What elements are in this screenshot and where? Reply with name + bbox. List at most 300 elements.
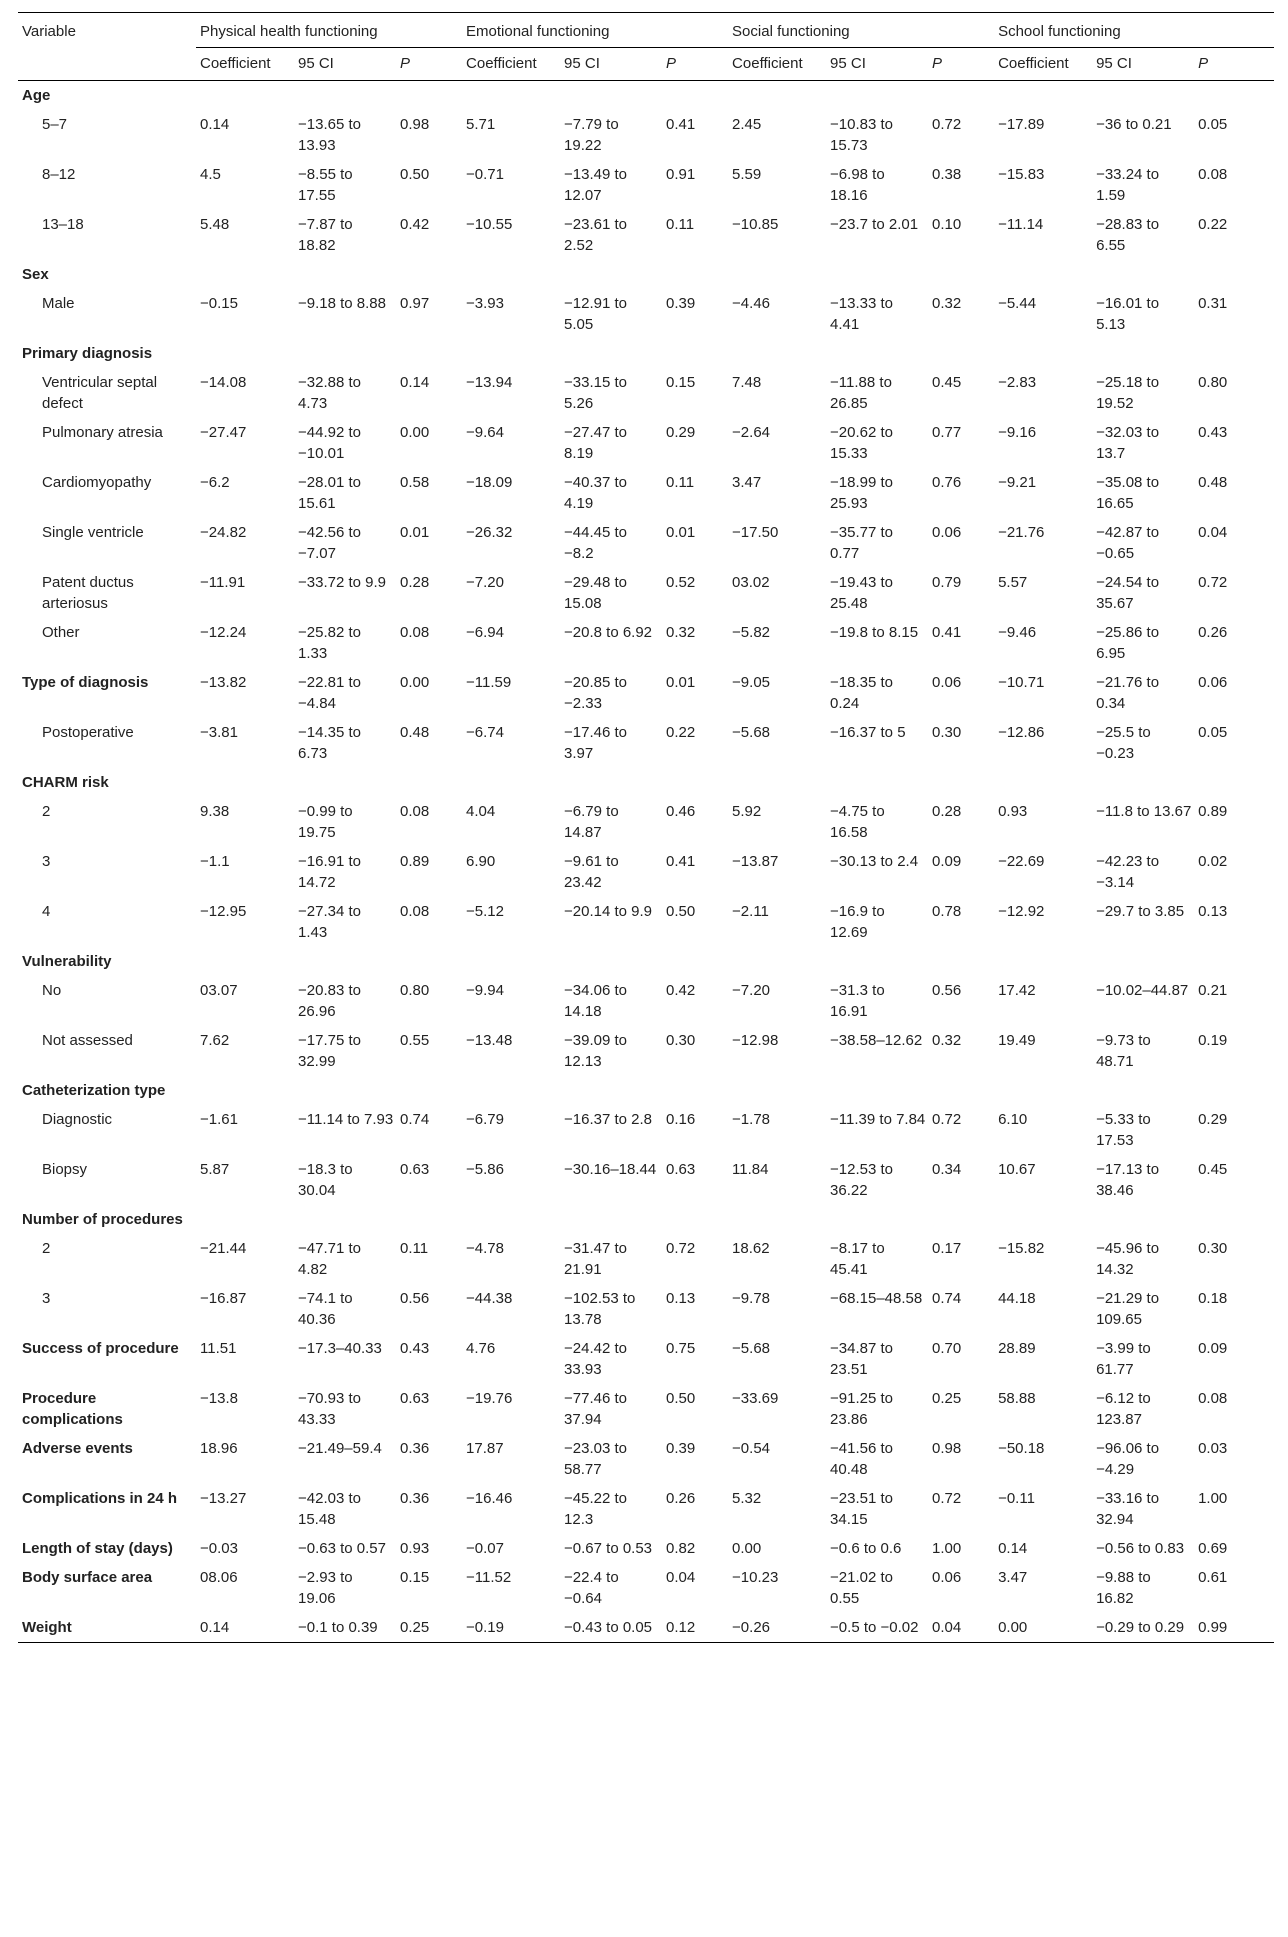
- row-label: 13–18: [42, 216, 84, 233]
- p-value-cell: 0.80: [400, 982, 430, 999]
- p-value-cell: 0.19: [1198, 1032, 1228, 1049]
- ci-cell: −25.18 to 19.52: [1096, 374, 1160, 412]
- coefficient-cell: −16.87: [200, 1290, 247, 1307]
- p-value-cell: 0.89: [400, 853, 430, 870]
- table-section-row: [18, 1613, 1274, 1643]
- ci-cell: −13.33 to 4.41: [830, 295, 894, 333]
- ci-cell: −24.54 to 35.67: [1096, 574, 1160, 612]
- ci-cell: −17.3–40.33: [298, 1340, 382, 1357]
- row-label: Complications in 24 h: [22, 1490, 178, 1507]
- row-label: Male: [42, 295, 75, 312]
- ci-cell: −22.81 to −4.84: [298, 674, 361, 712]
- row-label: Single ventricle: [42, 524, 144, 541]
- p-value-cell: 0.39: [666, 1440, 696, 1457]
- coefficient-cell: −0.03: [200, 1540, 238, 1557]
- p-value-cell: 0.08: [1198, 166, 1228, 183]
- ci-cell: −77.46 to 37.94: [564, 1390, 628, 1428]
- p-value-cell: 0.25: [932, 1390, 962, 1407]
- coefficient-cell: 17.42: [998, 982, 1036, 999]
- ci-cell: −25.5 to −0.23: [1096, 724, 1151, 762]
- header-column-row: [18, 48, 1274, 81]
- table-row: [18, 1105, 1274, 1155]
- p-value-cell: 0.05: [1198, 724, 1228, 741]
- p-value-cell: 0.55: [400, 1032, 430, 1049]
- col-p: P: [662, 48, 728, 81]
- table-row: [18, 1234, 1274, 1284]
- coefficient-cell: [994, 81, 1092, 111]
- p-value-cell: 0.63: [666, 1161, 696, 1178]
- coefficient-cell: [728, 947, 826, 976]
- ci-cell: −96.06 to −4.29: [1096, 1440, 1160, 1478]
- coefficient-cell: [196, 260, 294, 289]
- p-value-cell: [1194, 339, 1274, 368]
- table-row: [18, 797, 1274, 847]
- row-label: Ventricular septal defect: [42, 374, 158, 412]
- coefficient-cell: 6.90: [466, 853, 496, 870]
- ci-cell: −9.18 to 8.88: [298, 295, 386, 312]
- coefficient-cell: [728, 768, 826, 797]
- col-p: P: [1194, 48, 1274, 81]
- p-value-cell: 0.14: [400, 374, 430, 391]
- p-value-cell: 0.48: [400, 724, 430, 741]
- coefficient-cell: 5.32: [732, 1490, 762, 1507]
- ci-cell: −0.99 to 19.75: [298, 803, 353, 841]
- col-ci: 95 CI: [826, 48, 928, 81]
- row-label: Catheterization type: [22, 1082, 166, 1099]
- ci-cell: −23.51 to 34.15: [830, 1490, 894, 1528]
- table-section-row: [18, 1076, 1274, 1105]
- coefficient-cell: [728, 1205, 826, 1234]
- p-value-cell: 0.63: [400, 1390, 430, 1407]
- ci-cell: −0.56 to 0.83: [1096, 1540, 1185, 1557]
- ci-cell: [826, 947, 928, 976]
- col-ci: 95 CI: [560, 48, 662, 81]
- table-row: [18, 847, 1274, 897]
- p-value-cell: [396, 768, 462, 797]
- ci-cell: −13.65 to 13.93: [298, 116, 361, 154]
- p-value-cell: 0.30: [666, 1032, 696, 1049]
- coefficient-cell: 0.00: [994, 1613, 1092, 1643]
- table-row: [18, 1284, 1274, 1334]
- row-label: 2: [42, 1240, 51, 1257]
- coefficient-cell: −9.64: [466, 424, 504, 441]
- ci-cell: [560, 260, 662, 289]
- p-value-cell: 0.09: [932, 853, 962, 870]
- p-value-cell: 0.11: [666, 474, 695, 491]
- ci-cell: −0.67 to 0.53: [564, 1540, 653, 1557]
- p-value-cell: 0.42: [666, 982, 696, 999]
- p-value-cell: 0.56: [400, 1290, 430, 1307]
- col-ci: 95 CI: [294, 48, 396, 81]
- p-value-cell: 0.26: [666, 1490, 696, 1507]
- coefficient-cell: −13.27: [200, 1490, 247, 1507]
- p-value-cell: 0.41: [666, 116, 696, 133]
- coefficient-cell: −12.86: [998, 724, 1045, 741]
- row-label: Sex: [22, 266, 49, 283]
- p-value-cell: 0.52: [666, 574, 696, 591]
- ci-cell: −29.48 to 15.08: [564, 574, 628, 612]
- table-row: [18, 568, 1274, 618]
- coefficient-cell: −13.8: [200, 1390, 238, 1407]
- coefficient-cell: −7.20: [466, 574, 504, 591]
- p-value-cell: 0.26: [1198, 624, 1228, 641]
- p-value-cell: 1.00: [932, 1540, 962, 1557]
- coefficient-cell: 5.92: [732, 803, 762, 820]
- coefficient-cell: [462, 260, 560, 289]
- ci-cell: −23.7 to 2.01: [830, 216, 919, 233]
- p-value-cell: 0.97: [400, 295, 430, 312]
- p-value-cell: 0.08: [400, 624, 430, 641]
- p-value-cell: 0.00: [400, 674, 430, 691]
- coefficient-cell: −10.71: [998, 674, 1045, 691]
- coefficient-cell: −15.82: [998, 1240, 1045, 1257]
- regression-table: [18, 12, 1274, 1643]
- p-value-cell: 0.36: [400, 1440, 430, 1457]
- ci-cell: −47.71 to 4.82: [298, 1240, 361, 1278]
- ci-cell: −23.61 to 2.52: [564, 216, 628, 254]
- coefficient-cell: −33.69: [732, 1390, 779, 1407]
- row-label: 3: [42, 853, 51, 870]
- p-value-cell: 0.06: [932, 524, 962, 541]
- p-value-cell: 0.21: [1198, 982, 1228, 999]
- p-value-cell: [928, 1076, 994, 1105]
- ci-cell: [1092, 947, 1194, 976]
- ci-cell: −33.72 to 9.9: [298, 574, 386, 591]
- ci-cell: −6.12 to 123.87: [1096, 1390, 1151, 1428]
- coefficient-cell: −15.83: [998, 166, 1045, 183]
- p-value-cell: 0.98: [932, 1440, 962, 1457]
- col-coefficient: Coefficient: [196, 48, 294, 81]
- col-ci: 95 CI: [1092, 48, 1194, 81]
- p-value-cell: 0.98: [400, 116, 430, 133]
- ci-cell: −20.83 to 26.96: [298, 982, 361, 1020]
- ci-cell: −0.6 to 0.6: [830, 1540, 902, 1557]
- coefficient-cell: −5.82: [732, 624, 771, 641]
- ci-cell: −17.46 to 3.97: [564, 724, 628, 762]
- ci-cell: −12.91 to 5.05: [564, 295, 628, 333]
- p-value-cell: 0.99: [1194, 1613, 1274, 1643]
- ci-cell: −44.45 to −8.2: [564, 524, 628, 562]
- coefficient-cell: −1.61: [200, 1111, 238, 1128]
- group-header-physical: Physical health functioning: [196, 13, 462, 48]
- ci-cell: −38.58–12.62: [830, 1032, 923, 1049]
- ci-cell: −20.14 to 9.9: [564, 903, 653, 920]
- coefficient-cell: 0.93: [998, 803, 1028, 820]
- coefficient-cell: −6.79: [466, 1111, 504, 1128]
- p-value-cell: 0.56: [932, 982, 962, 999]
- p-value-cell: 0.76: [932, 474, 962, 491]
- p-value-cell: 0.50: [666, 903, 696, 920]
- ci-cell: −45.22 to 12.3: [564, 1490, 628, 1528]
- ci-cell: −11.8 to 13.67: [1096, 803, 1192, 820]
- p-value-cell: 0.01: [666, 524, 696, 541]
- p-value-cell: 0.41: [932, 624, 962, 641]
- p-value-cell: 0.04: [928, 1613, 994, 1643]
- p-value-cell: 0.77: [932, 424, 962, 441]
- row-label: Number of procedures: [22, 1211, 183, 1228]
- coefficient-cell: 18.96: [200, 1440, 238, 1457]
- coefficient-cell: −4.46: [732, 295, 771, 312]
- p-value-cell: 0.82: [666, 1540, 696, 1557]
- ci-cell: −9.61 to 23.42: [564, 853, 619, 891]
- ci-cell: −0.29 to 0.29: [1092, 1613, 1194, 1643]
- p-value-cell: 0.15: [666, 374, 696, 391]
- ci-cell: −16.01 to 5.13: [1096, 295, 1160, 333]
- p-value-cell: 0.32: [666, 624, 696, 641]
- ci-cell: −18.3 to 30.04: [298, 1161, 353, 1199]
- p-value-cell: 0.00: [400, 424, 430, 441]
- coefficient-cell: −21.44: [200, 1240, 247, 1257]
- coefficient-cell: [994, 339, 1092, 368]
- p-value-cell: 0.45: [1198, 1161, 1228, 1178]
- table-section-row: [18, 260, 1274, 289]
- ci-cell: −70.93 to 43.33: [298, 1390, 361, 1428]
- ci-cell: [1092, 1076, 1194, 1105]
- coefficient-cell: 11.84: [732, 1161, 769, 1178]
- row-label: Length of stay (days): [22, 1540, 173, 1557]
- col-coefficient: Coefficient: [462, 48, 560, 81]
- p-value-cell: 0.58: [400, 474, 430, 491]
- p-value-cell: 0.05: [1198, 116, 1228, 133]
- coefficient-cell: −9.05: [732, 674, 771, 691]
- coefficient-cell: −11.59: [466, 674, 512, 691]
- row-label: Cardiomyopathy: [42, 474, 152, 491]
- table-section-row: [18, 947, 1274, 976]
- coefficient-cell: −5.68: [732, 1340, 771, 1357]
- ci-cell: −32.03 to 13.7: [1096, 424, 1160, 462]
- coefficient-cell: [462, 947, 560, 976]
- coefficient-cell: 11.51: [200, 1340, 237, 1357]
- p-value-cell: 0.80: [1198, 374, 1228, 391]
- coefficient-cell: 9.38: [200, 803, 230, 820]
- coefficient-cell: 0.14: [200, 116, 230, 133]
- coefficient-cell: 0.14: [196, 1613, 294, 1643]
- coefficient-cell: −9.94: [466, 982, 504, 999]
- p-value-cell: 0.04: [1198, 524, 1228, 541]
- p-value-cell: [396, 1076, 462, 1105]
- row-label: No: [42, 982, 62, 999]
- p-value-cell: 0.29: [666, 424, 696, 441]
- p-value-cell: 0.72: [666, 1240, 696, 1257]
- ci-cell: −11.88 to 26.85: [830, 374, 892, 412]
- ci-cell: [560, 947, 662, 976]
- ci-cell: −45.96 to 14.32: [1096, 1240, 1160, 1278]
- coefficient-cell: [994, 1205, 1092, 1234]
- ci-cell: [294, 1076, 396, 1105]
- ci-cell: −28.01 to 15.61: [298, 474, 361, 512]
- table-row: [18, 1026, 1274, 1076]
- p-value-cell: 0.45: [932, 374, 962, 391]
- coefficient-cell: −21.76: [998, 524, 1045, 541]
- coefficient-cell: 5.48: [200, 216, 230, 233]
- row-label: Pulmonary atresia: [42, 424, 163, 441]
- p-value-cell: 0.48: [1198, 474, 1228, 491]
- coefficient-cell: −50.18: [998, 1440, 1045, 1457]
- p-value-cell: 0.70: [932, 1340, 962, 1357]
- p-value-cell: 0.11: [400, 1240, 429, 1257]
- coefficient-cell: [196, 768, 294, 797]
- table-row: [18, 418, 1274, 468]
- ci-cell: [294, 768, 396, 797]
- p-value-cell: 0.18: [1198, 1290, 1228, 1307]
- p-value-cell: 0.25: [396, 1613, 462, 1643]
- coefficient-cell: 5.57: [998, 574, 1028, 591]
- ci-cell: −10.02–44.87: [1096, 982, 1189, 999]
- coefficient-cell: [196, 339, 294, 368]
- ci-cell: [294, 1205, 396, 1234]
- coefficient-cell: −2.83: [998, 374, 1037, 391]
- table-row: [18, 289, 1274, 339]
- table-header: [18, 13, 1274, 81]
- ci-cell: −0.63 to 0.57: [298, 1540, 386, 1557]
- ci-cell: [560, 339, 662, 368]
- ci-cell: −20.85 to −2.33: [564, 674, 628, 712]
- ci-cell: −17.13 to 38.46: [1096, 1161, 1160, 1199]
- p-value-cell: [928, 339, 994, 368]
- coefficient-cell: −7.20: [732, 982, 771, 999]
- coefficient-cell: [994, 1076, 1092, 1105]
- ci-cell: −9.73 to 48.71: [1096, 1032, 1151, 1070]
- table-section-row: [18, 1334, 1274, 1384]
- p-value-cell: 0.06: [932, 1569, 962, 1586]
- coefficient-cell: −27.47: [200, 424, 247, 441]
- p-value-cell: 0.31: [1198, 295, 1228, 312]
- ci-cell: −68.15–48.58: [830, 1290, 923, 1307]
- ci-cell: −31.3 to 16.91: [830, 982, 885, 1020]
- ci-cell: [1092, 768, 1194, 797]
- coefficient-cell: −18.09: [466, 474, 513, 491]
- p-value-cell: 0.30: [1198, 1240, 1228, 1257]
- row-label: Not assessed: [42, 1032, 133, 1049]
- coefficient-cell: −6.94: [466, 624, 504, 641]
- p-value-cell: 0.75: [666, 1340, 696, 1357]
- ci-cell: −23.03 to 58.77: [564, 1440, 628, 1478]
- coefficient-cell: 10.67: [998, 1161, 1036, 1178]
- ci-cell: [560, 768, 662, 797]
- table-row: [18, 468, 1274, 518]
- ci-cell: −74.1 to 40.36: [298, 1290, 353, 1328]
- p-value-cell: 0.03: [1198, 1440, 1228, 1457]
- coefficient-cell: 17.87: [466, 1440, 504, 1457]
- ci-cell: −6.98 to 18.16: [830, 166, 885, 204]
- coefficient-cell: −11.14: [998, 216, 1044, 233]
- coefficient-cell: −13.94: [466, 374, 513, 391]
- p-value-cell: [662, 768, 728, 797]
- coefficient-cell: −6.2: [200, 474, 230, 491]
- ci-cell: [1092, 81, 1194, 111]
- coefficient-cell: [196, 1076, 294, 1105]
- row-label: 3: [42, 1290, 51, 1307]
- coefficient-cell: 4.5: [200, 166, 221, 183]
- p-value-cell: 0.02: [1198, 853, 1228, 870]
- coefficient-cell: 4.04: [466, 803, 496, 820]
- table-body: [18, 81, 1274, 1643]
- coefficient-cell: −9.16: [998, 424, 1037, 441]
- variable-header-spacer: [18, 48, 196, 81]
- row-label: Biopsy: [42, 1161, 88, 1178]
- p-value-cell: 0.04: [666, 1569, 696, 1586]
- p-value-cell: [1194, 947, 1274, 976]
- ci-cell: −30.16–18.44: [564, 1161, 657, 1178]
- ci-cell: [1092, 339, 1194, 368]
- coefficient-cell: −0.15: [200, 295, 238, 312]
- ci-cell: −39.09 to 12.13: [564, 1032, 628, 1070]
- ci-cell: [826, 81, 928, 111]
- coefficient-cell: [728, 81, 826, 111]
- row-label: Body surface area: [22, 1569, 153, 1586]
- coefficient-cell: −10.23: [732, 1569, 779, 1586]
- coefficient-cell: −10.85: [732, 216, 779, 233]
- p-value-cell: 0.28: [400, 574, 430, 591]
- ci-cell: −42.03 to 15.48: [298, 1490, 361, 1528]
- coefficient-cell: −5.86: [466, 1161, 504, 1178]
- ci-cell: −44.92 to −10.01: [298, 424, 361, 462]
- ci-cell: −27.47 to 8.19: [564, 424, 628, 462]
- ci-cell: −32.88 to 4.73: [298, 374, 361, 412]
- coefficient-cell: [994, 768, 1092, 797]
- p-value-cell: [662, 339, 728, 368]
- p-value-cell: 0.22: [666, 724, 696, 741]
- table-row: [18, 1155, 1274, 1205]
- ci-cell: −42.23 to −3.14: [1096, 853, 1160, 891]
- table-row: [18, 897, 1274, 947]
- p-value-cell: 0.17: [932, 1240, 962, 1257]
- p-value-cell: 0.69: [1198, 1540, 1228, 1557]
- p-value-cell: [396, 339, 462, 368]
- p-value-cell: [1194, 1205, 1274, 1234]
- p-value-cell: [396, 81, 462, 111]
- row-label: Age: [22, 87, 51, 104]
- ci-cell: −42.87 to −0.65: [1096, 524, 1160, 562]
- table-section-row: [18, 1484, 1274, 1534]
- coefficient-cell: 3.47: [998, 1569, 1028, 1586]
- ci-cell: −34.87 to 23.51: [830, 1340, 894, 1378]
- ci-cell: −8.55 to 17.55: [298, 166, 353, 204]
- p-value-cell: 0.13: [1198, 903, 1228, 920]
- ci-cell: −9.88 to 16.82: [1096, 1569, 1151, 1607]
- p-value-cell: 0.13: [666, 1290, 696, 1307]
- row-label: Vulnerability: [22, 953, 112, 970]
- ci-cell: [294, 339, 396, 368]
- p-value-cell: [928, 260, 994, 289]
- coefficient-cell: −13.82: [200, 674, 247, 691]
- ci-cell: −31.47 to 21.91: [564, 1240, 628, 1278]
- coefficient-cell: −17.50: [732, 524, 779, 541]
- p-value-cell: [1194, 260, 1274, 289]
- table-row: [18, 110, 1274, 160]
- p-value-cell: [396, 947, 462, 976]
- p-value-cell: 0.72: [932, 1490, 962, 1507]
- p-value-cell: 0.72: [932, 116, 962, 133]
- row-label: 4: [42, 903, 51, 920]
- coefficient-cell: −6.74: [466, 724, 504, 741]
- p-value-cell: 0.06: [932, 674, 962, 691]
- ci-cell: [826, 1076, 928, 1105]
- coefficient-cell: −11.52: [466, 1569, 512, 1586]
- ci-cell: [826, 260, 928, 289]
- coefficient-cell: [994, 947, 1092, 976]
- row-label: 2: [42, 803, 51, 820]
- p-value-cell: 0.89: [1198, 803, 1228, 820]
- p-value-cell: 0.08: [400, 903, 430, 920]
- coefficient-cell: −17.89: [998, 116, 1045, 133]
- row-label: Success of procedure: [22, 1340, 179, 1357]
- coefficient-cell: 4.76: [466, 1340, 496, 1357]
- coefficient-cell: −0.19: [462, 1613, 560, 1643]
- ci-cell: −11.39 to 7.84: [830, 1111, 926, 1128]
- p-value-cell: 0.72: [1198, 574, 1228, 591]
- variable-header: Variable: [18, 13, 196, 48]
